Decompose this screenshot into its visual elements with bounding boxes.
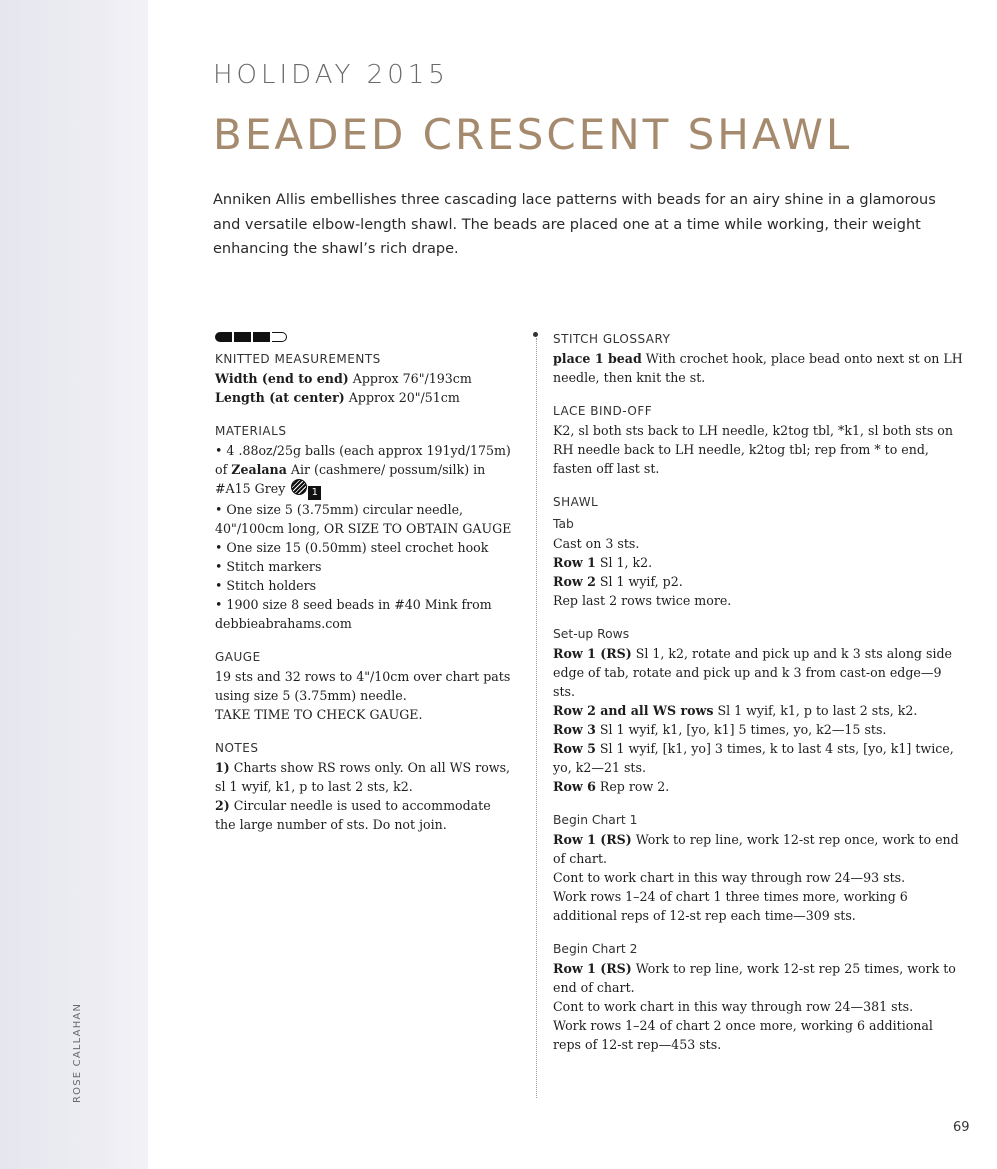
materials-hook: • One size 15 (0.50mm) steel crochet hook (215, 540, 489, 555)
materials-beads: • 1900 size 8 seed beads in #40 Mink from debbieabrahams.com (215, 597, 492, 631)
glossary-heading: STITCH GLOSSARY (553, 332, 671, 346)
setup-row-5: Row 5 Sl 1 wyif, [k1, yo] 3 times, k to last 4 sts, [yo, k1] twice, yo, k2—21 sts. (553, 741, 954, 775)
tab-row-1: Row 1 Sl 1, k2. (553, 555, 653, 570)
yarn-ball-icon (291, 479, 307, 495)
issue-label: HOLIDAY 2015 (213, 60, 449, 90)
glossary-entry: place 1 bead With crochet hook, place bead onto next st on LH needle, then knit the st. (553, 351, 963, 385)
measurements-heading: KNITTED MEASUREMENTS (215, 352, 381, 366)
tab-heading: Tab (553, 517, 574, 531)
materials-markers: • Stitch markers (215, 559, 322, 574)
tab-repeat: Rep last 2 rows twice more. (553, 593, 732, 608)
page-gutter (0, 0, 148, 1169)
notes-heading: NOTES (215, 741, 259, 755)
setup-row-2: Row 2 and all WS rows Sl 1 wyif, k1, p to last 2 sts, k2. (553, 703, 918, 718)
column-divider-dot (533, 332, 538, 337)
page-number: 69 (953, 1120, 970, 1135)
skill-level-filled-segment (253, 332, 270, 342)
measurement-width: Width (end to end) Approx 76"/193cm (215, 371, 472, 386)
left-column (215, 330, 515, 834)
intro-paragraph: Anniken Allis embellishes three cascading lace patterns with beads for an airy shine in a glamorous and versatile elbow-length shawl. The beads are placed one at a time while working, their weight enhancing the shawl’s rich drape. (213, 192, 936, 257)
tab-row-2: Row 2 Sl 1 wyif, p2. (553, 574, 683, 589)
gauge-check: TAKE TIME TO CHECK GAUGE. (215, 707, 423, 722)
chart2-work: Work rows 1–24 of chart 2 once more, working 6 additional reps of 12-st rep—453 sts. (553, 1018, 933, 1052)
lace-bindoff-heading: LACE BIND-OFF (553, 404, 653, 418)
skill-level-filled-segment (215, 332, 232, 342)
gauge-text: 19 sts and 32 rows to 4"/10cm over chart pats using size 5 (3.75mm) needle. (215, 669, 511, 703)
chart2-cont: Cont to work chart in this way through row 24—381 sts. (553, 999, 914, 1014)
skill-level-filled-segment (234, 332, 251, 342)
lace-bindoff-text: K2, sl both sts back to LH needle, k2tog tbl, *k1, sl both sts on RH needle back to LH needle, k2tog tbl; rep from * to end, fasten off last st. (553, 423, 953, 476)
chart1-cont: Cont to work chart in this way through row 24—93 sts. (553, 870, 906, 885)
materials-holders: • Stitch holders (215, 578, 317, 593)
gauge-heading: GAUGE (215, 650, 261, 664)
skill-level-empty-segment (272, 332, 287, 342)
chart1-heading: Begin Chart 1 (553, 813, 638, 827)
chart2-row-1: Row 1 (RS) Work to rep line, work 12-st rep 25 times, work to end of chart. (553, 961, 956, 995)
tab-cast-on: Cast on 3 sts. (553, 536, 640, 551)
chart2-heading: Begin Chart 2 (553, 942, 638, 956)
skill-level-icon (215, 330, 515, 344)
column-divider (536, 338, 537, 1098)
note-2: 2) Circular needle is used to accommodate the large number of sts. Do not join. (215, 798, 491, 832)
setup-row-3: Row 3 Sl 1 wyif, k1, [yo, k1] 5 times, yo, k2—15 sts. (553, 722, 887, 737)
materials-needle: • One size 5 (3.75mm) circular needle, 40"/100cm long, OR SIZE TO OBTAIN GAUGE (215, 502, 512, 536)
materials-heading: MATERIALS (215, 424, 287, 438)
setup-row-1: Row 1 (RS) Sl 1, k2, rotate and pick up and k 3 sts along side edge of tab, rotate and pick up and k 3 from cast-on edge—9 sts. (553, 646, 952, 699)
setup-row-6: Row 6 Rep row 2. (553, 779, 670, 794)
right-column (553, 330, 963, 1054)
chart1-work: Work rows 1–24 of chart 1 three times more, working 6 additional reps of 12-st rep each time—309 sts. (553, 889, 908, 923)
measurement-length: Length (at center) Approx 20"/51cm (215, 390, 460, 405)
materials-yarn: • 4 .88oz/25g balls (each approx 191yd/175m) of Zealana Air (cashmere/ possum/silk) in #A15 Grey 1 (215, 443, 511, 498)
yarn-weight-badge: 1 (308, 486, 321, 500)
page-title: BEADED CRESCENT SHAWL (213, 110, 853, 159)
chart1-row-1: Row 1 (RS) Work to rep line, work 12-st rep once, work to end of chart. (553, 832, 959, 866)
photo-credit: ROSE CALLAHAN (72, 1002, 83, 1103)
note-1: 1) Charts show RS rows only. On all WS rows, sl 1 wyif, k1, p to last 2 sts, k2. (215, 760, 511, 794)
setup-heading: Set-up Rows (553, 627, 630, 641)
shawl-heading: SHAWL (553, 495, 599, 509)
